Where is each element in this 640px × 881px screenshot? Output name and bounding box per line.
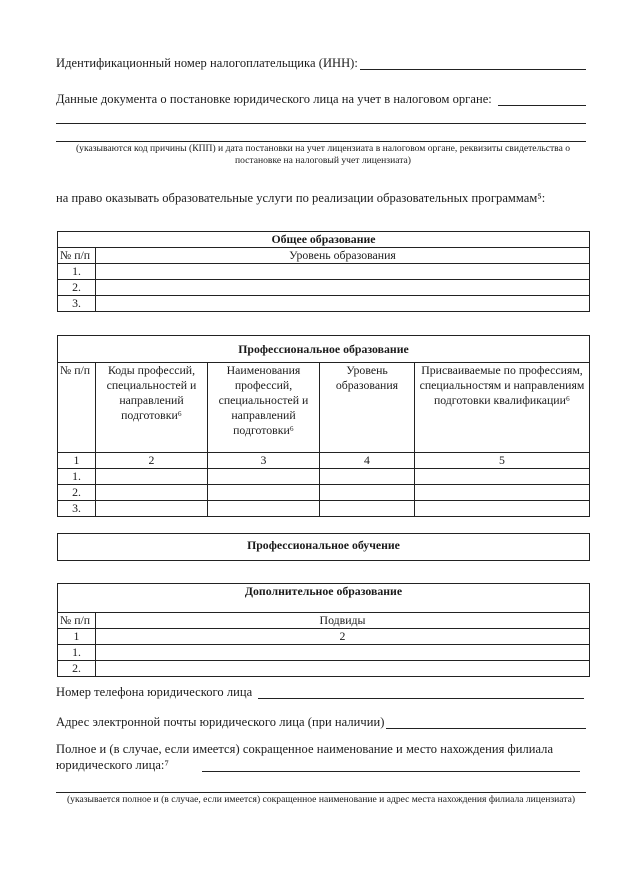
table-row-number: 2. xyxy=(58,280,96,296)
table-cell-input[interactable] xyxy=(320,485,415,501)
branch-label-line-2: юридического лица:⁷ xyxy=(56,758,169,772)
prof-col-num: № п/п xyxy=(58,363,96,453)
email-field[interactable] xyxy=(386,728,586,729)
prof-col-level: Уровень образования xyxy=(320,363,415,453)
prof-col-number: 5 xyxy=(415,453,590,469)
prof-col-number: 1 xyxy=(58,453,96,469)
additional-education-title: Дополнительное образование xyxy=(58,584,590,613)
table-cell-input[interactable] xyxy=(96,264,590,280)
table-cell-input[interactable] xyxy=(96,645,590,661)
table-cell-input[interactable] xyxy=(415,485,590,501)
table-cell-input[interactable] xyxy=(96,296,590,312)
additional-col-number: 1 xyxy=(58,629,96,645)
table-cell-input[interactable] xyxy=(96,485,208,501)
inn-label: Идентификационный номер налогоплательщика (ИНН): xyxy=(56,56,358,70)
prof-col-number: 3 xyxy=(208,453,320,469)
inn-field[interactable] xyxy=(360,69,586,70)
email-label: Адрес электронной почты юридического лица (при наличии) xyxy=(56,715,385,729)
branch-field[interactable] xyxy=(202,771,580,772)
additional-col-num: № п/п xyxy=(58,613,96,629)
table-row-number: 1. xyxy=(58,469,96,485)
branch-field-line-2[interactable] xyxy=(56,792,586,793)
additional-col-subtypes: Подвиды xyxy=(96,613,590,629)
table-cell-input[interactable] xyxy=(208,469,320,485)
professional-training-title: Профессиональное обучение xyxy=(57,533,590,561)
professional-education-table xyxy=(57,335,590,517)
general-col-num: № п/п xyxy=(58,248,96,264)
table-row-number: 2. xyxy=(58,661,96,677)
general-education-table xyxy=(57,231,590,312)
general-col-level: Уровень образования xyxy=(96,248,590,264)
table-cell-input[interactable] xyxy=(208,501,320,517)
branch-note: (указывается полное и (в случае, если имеется) сокращенное наименование и адрес места нахождения филиала лицензиата) xyxy=(66,794,576,805)
table-cell-input[interactable] xyxy=(415,469,590,485)
table-cell-input[interactable] xyxy=(96,280,590,296)
prof-col-qualifications: Присваиваемые по профессиям, специальностям и направлениям подготовки квалификации⁶ xyxy=(415,363,590,453)
registration-field-line-3[interactable] xyxy=(56,141,586,142)
registration-label: Данные документа о постановке юридического лица на учет в налоговом органе: xyxy=(56,92,492,106)
phone-field[interactable] xyxy=(258,698,584,699)
registration-field[interactable] xyxy=(498,105,586,106)
table-row-number: 3. xyxy=(58,501,96,517)
right-statement: на право оказывать образовательные услуги по реализации образовательных программам⁵: xyxy=(56,191,546,205)
registration-note: (указываются код причины (КПП) и дата постановки на учет лицензиата в налоговом органе, реквизиты свидетельства о постановке на налоговый учет лицензиата) xyxy=(75,143,571,166)
table-row-number: 1. xyxy=(58,264,96,280)
table-cell-input[interactable] xyxy=(96,501,208,517)
professional-education-title: Профессиональное образование xyxy=(58,336,590,363)
table-row-number: 3. xyxy=(58,296,96,312)
prof-col-names: Наименования профессий, специальностей и направлений подготовки⁶ xyxy=(208,363,320,453)
table-cell-input[interactable] xyxy=(320,501,415,517)
additional-col-number: 2 xyxy=(96,629,590,645)
table-cell-input[interactable] xyxy=(415,501,590,517)
prof-col-number: 2 xyxy=(96,453,208,469)
general-education-title: Общее образование xyxy=(58,232,590,248)
table-cell-input[interactable] xyxy=(208,485,320,501)
table-row-number: 1. xyxy=(58,645,96,661)
additional-education-table xyxy=(57,583,590,677)
prof-col-codes: Коды профессий, специальностей и направлений подготовки⁶ xyxy=(96,363,208,453)
phone-label: Номер телефона юридического лица xyxy=(56,685,253,699)
branch-label-line-1: Полное и (в случае, если имеется) сокращенное наименование и место нахождения филиала xyxy=(56,742,554,756)
table-cell-input[interactable] xyxy=(96,661,590,677)
table-row-number: 2. xyxy=(58,485,96,501)
table-cell-input[interactable] xyxy=(96,469,208,485)
prof-col-number: 4 xyxy=(320,453,415,469)
registration-field-line-2[interactable] xyxy=(56,123,586,124)
table-cell-input[interactable] xyxy=(320,469,415,485)
